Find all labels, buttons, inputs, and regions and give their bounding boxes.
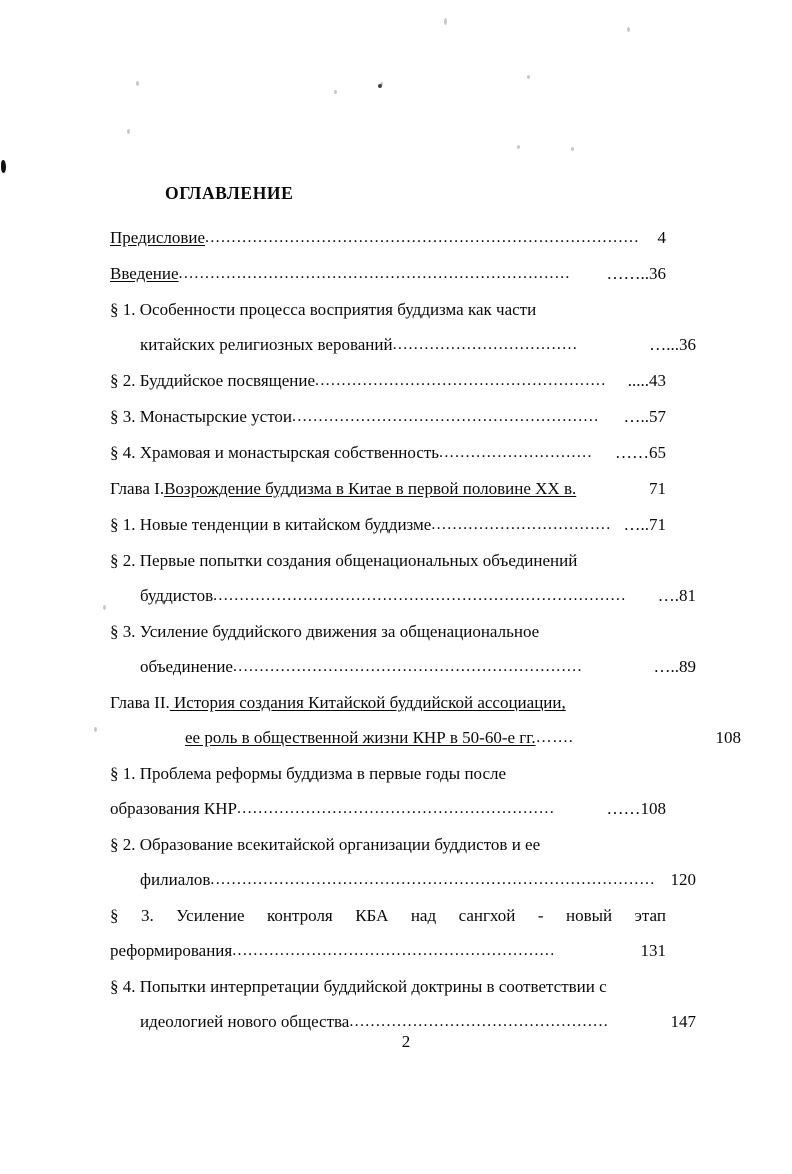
toc-entry-vvedenie[interactable]	[110, 256, 666, 292]
toc-page-number: 89	[679, 657, 696, 677]
toc-entry-g2-par-2-organizacii[interactable]	[110, 827, 696, 898]
toc-leader-tail: …..	[623, 407, 649, 427]
scan-speckle	[136, 81, 139, 86]
scan-speckle	[378, 84, 382, 88]
toc-entry-par-1-osobennosti[interactable]	[110, 292, 696, 363]
toc-leader-dots: .......................................................	[315, 372, 607, 390]
scan-speckle	[103, 605, 106, 610]
toc-entry-label: идеологией нового общества	[140, 1012, 350, 1032]
justified-word: сангхой	[458, 906, 516, 926]
scan-speckle	[517, 145, 520, 149]
toc-page-number: 81	[679, 586, 696, 606]
toc-page-number: 131	[640, 941, 666, 961]
toc-page-number: 4	[657, 228, 666, 248]
toc-entry-g1-par-1-tendencii[interactable]	[110, 507, 666, 543]
scan-edge-mark	[1, 160, 6, 173]
toc-leader-dots: ..................................................................................	[205, 229, 640, 247]
toc-leader-tail: ……..	[606, 264, 649, 284]
toc-entry-line1	[110, 685, 666, 720]
scan-speckle	[444, 18, 447, 25]
scan-speckle	[571, 147, 574, 151]
justified-word: контроля	[267, 906, 333, 926]
toc-entry-line1: § 4. Попытки интерпретации буддийской доктрины в соответствии с	[110, 977, 607, 997]
toc-entry-label: § 3. Монастырские устои	[110, 407, 293, 427]
justified-word: КБА	[355, 906, 389, 926]
toc-page-number: 65	[649, 443, 666, 463]
toc-page-number: 57	[649, 407, 666, 427]
toc-leader-tail: ……	[615, 443, 649, 463]
toc-entry-line1: § 1. Особенности процесса восприятия буддизма как части	[110, 300, 537, 320]
chapter-title: Возрождение буддизма в Китае в первой половине XX в.	[164, 479, 577, 499]
justified-word: Усиление	[176, 906, 245, 926]
justified-word: -	[537, 906, 544, 926]
toc-entry-g2-par-3-kontrol[interactable]	[110, 898, 666, 969]
chapter-prefix: Глава I.	[110, 479, 165, 499]
toc-entry-label: буддистов	[140, 586, 214, 606]
toc-entry-par-4-sobstvennost[interactable]	[110, 435, 666, 471]
scan-speckle	[334, 90, 337, 94]
justified-word: этап	[634, 906, 666, 926]
toc-leader-dots: ...................................	[392, 336, 579, 354]
toc-leader-dots: ..........................................................................	[178, 265, 571, 283]
toc-entry-label: Введение	[110, 264, 179, 284]
toc-page-number: 108	[640, 799, 666, 819]
chapter-prefix: Глава II.	[110, 693, 170, 713]
scan-speckle	[527, 75, 530, 79]
toc-page-number: 147	[670, 1012, 696, 1032]
toc-entry-g2-par-4-popytki[interactable]	[110, 969, 696, 1040]
table-of-contents	[110, 183, 741, 1040]
toc-entry-label: реформирования	[110, 941, 233, 961]
toc-leader-dots: .............................................................	[232, 942, 556, 960]
toc-page-number: 36	[679, 335, 696, 355]
toc-entry-label: филиалов	[140, 870, 211, 890]
toc-page-number: .43	[644, 371, 666, 391]
toc-entry-par-3-ustoi[interactable]	[110, 399, 666, 435]
toc-entry-label: образования КНР	[110, 799, 237, 819]
toc-entry-g2-par-1-reforma[interactable]	[110, 756, 666, 827]
toc-leader-dots: ..................................................................	[232, 658, 583, 676]
toc-entry-glava-2[interactable]	[110, 685, 741, 756]
justified-word: §	[110, 906, 119, 926]
toc-page-number: 108	[715, 728, 741, 748]
toc-entry-glava-1[interactable]	[110, 471, 666, 507]
justified-word: 3.	[140, 906, 154, 926]
toc-entry-par-2-posvyashchenie[interactable]	[110, 363, 666, 399]
toc-leader-dots: .............................	[439, 444, 593, 462]
scan-speckle	[127, 129, 130, 134]
toc-leader-tail: ....	[627, 371, 645, 391]
toc-leader-dots: …....	[535, 729, 575, 747]
toc-leader-tail: …..	[623, 515, 649, 535]
toc-page-number: 71	[649, 515, 666, 535]
scan-speckle	[627, 27, 630, 32]
toc-leader-tail: ……	[606, 799, 641, 819]
scan-speckle	[94, 727, 97, 732]
toc-leader-spacer	[576, 471, 649, 506]
toc-entry-line1: § 2. Образование всекитайской организации буддистов и ее	[110, 835, 541, 855]
toc-page-number: 120	[670, 870, 696, 890]
folio-page-number: 2	[401, 1032, 411, 1051]
toc-entry-line1-justified	[110, 898, 666, 933]
toc-leader-dots: ..................................	[431, 516, 612, 534]
toc-leader-tail: …...	[649, 335, 679, 355]
toc-leader-tail: …..	[653, 657, 679, 677]
toc-entry-label: § 4. Храмовая и монастырская собственность	[110, 443, 440, 463]
toc-entry-label: китайских религиозных верований	[140, 335, 393, 355]
toc-entry-g1-par-3-usilenie[interactable]	[110, 614, 696, 685]
toc-entry-line1: § 2. Первые попытки создания общенациональных объединений	[110, 551, 578, 571]
toc-entry-label: § 2. Буддийское посвящение	[110, 371, 316, 391]
toc-leader-dots: ..........................................................	[292, 408, 600, 426]
toc-entry-line1: § 1. Проблема реформы буддизма в первые годы после	[110, 764, 507, 784]
toc-leader-tail: ….	[657, 586, 679, 606]
toc-entry-g1-par-2-obyedineniy[interactable]	[110, 543, 696, 614]
page-title: ОГЛАВЛЕНИЕ	[165, 183, 294, 203]
toc-page-number: 36	[649, 264, 666, 284]
toc-page-number: 71	[649, 479, 666, 499]
toc-entry-label: объединение	[140, 657, 233, 677]
toc-leader-dots: ..............................................................................	[213, 587, 627, 605]
toc-leader-dots: .................................................	[349, 1013, 610, 1031]
chapter-title: История создания Китайской буддийской ассоциации,	[169, 693, 566, 713]
scan-speckle	[380, 82, 383, 86]
toc-entry-label: Предисловие	[110, 228, 206, 248]
toc-entry-predislovie[interactable]	[110, 220, 666, 256]
toc-entry-label: § 1. Новые тенденции в китайском буддизме	[110, 515, 432, 535]
toc-entry-label: ее роль в общественной жизни КНР в 50-60-е гг.	[185, 728, 536, 748]
justified-word: над	[410, 906, 437, 926]
toc-leader-dots: ............................................................	[237, 800, 555, 818]
justified-word: новый	[565, 906, 613, 926]
toc-entry-line1: § 3. Усиление буддийского движения за общенациональное	[110, 622, 540, 642]
toc-leader-dots: ....................................................................................	[210, 871, 656, 889]
